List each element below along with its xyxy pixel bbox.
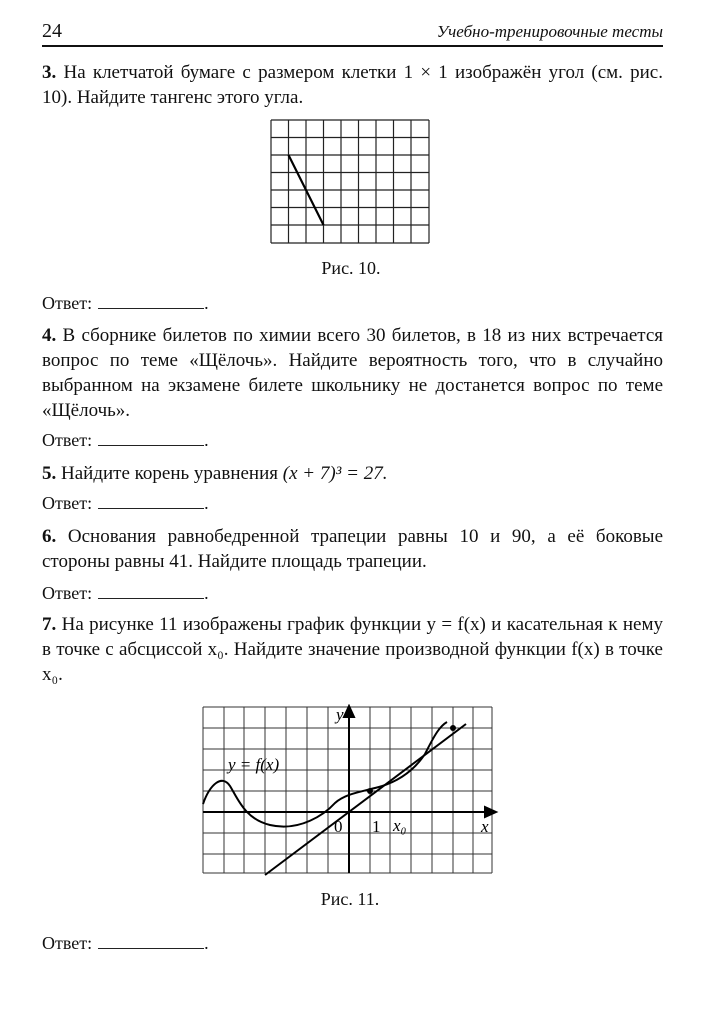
x0-label: x₀ [393, 816, 407, 835]
problem-3 [42, 60, 663, 110]
problem-number: 6. [42, 526, 57, 547]
y-axis-arrow [344, 706, 354, 717]
page-number: 24 [42, 20, 62, 42]
answer-line-5: Ответ: . [42, 493, 209, 513]
answer-line-6: Ответ: . [42, 583, 209, 603]
problem-number: 3. [42, 62, 57, 83]
answer-line-7: Ответ: . [42, 933, 209, 953]
x-axis-arrow [485, 807, 496, 817]
problem-number: 4. [42, 325, 57, 346]
equation: (x + 7)³ = 27. [282, 463, 388, 484]
answer-label: Ответ: [42, 293, 93, 313]
answer-label: Ответ: [42, 583, 93, 603]
problem-text: Основания равнобедренной трапеции равны 10 и 90, а её боковые стороны равны 41. Найдите площадь трапеции. [42, 526, 664, 572]
problem-text: Найдите корень уравнения [61, 463, 279, 484]
problem-5 [42, 461, 663, 486]
problem-number: 5. [42, 463, 57, 484]
running-title: Учебно-тренировочные тесты [436, 22, 663, 41]
answer-blank[interactable] [98, 934, 204, 949]
answer-label: Ответ: [42, 493, 93, 513]
header-rule [42, 45, 663, 47]
unit-label: 1 [372, 817, 381, 836]
problem-6 [42, 524, 663, 574]
function-curve [203, 722, 447, 827]
answer-line-4: Ответ: . [42, 430, 209, 450]
answer-line-3: Ответ: . [42, 293, 209, 313]
tangent-point-marker [450, 725, 456, 731]
answer-blank[interactable] [98, 431, 204, 446]
answer-blank[interactable] [98, 494, 204, 509]
figure-11-caption: Рис. 11. [320, 889, 380, 909]
problem-text: На клетчатой бумаге с размером клетки 1 × 1 изображён угол (см. рис. 10). Найдите тангенс этого угла. [42, 62, 663, 108]
curve-label: y = f(x) [228, 755, 280, 774]
problem-number: 7. [42, 614, 57, 635]
problem-text: В сборнике билетов по химии всего 30 билетов, в 18 из них встречается вопрос по теме «Щёлочь». Найдите вероятность того, что в случайно выбранном на экзамене билете школьнику не достанется вопрос по теме «Щёлочь». [42, 325, 664, 421]
answer-label: Ответ: [42, 933, 93, 953]
problem-7 [42, 612, 663, 687]
y-axis-label: y [336, 705, 344, 724]
origin-label: 0 [334, 817, 343, 836]
figure-10-grid [270, 119, 432, 245]
answer-blank[interactable] [98, 584, 204, 599]
tangent-line [265, 724, 466, 875]
figure-10-caption: Рис. 10. [321, 258, 381, 278]
answer-blank[interactable] [98, 294, 204, 309]
answer-label: Ответ: [42, 430, 93, 450]
figure-11-graph [200, 704, 500, 876]
problem-4 [42, 323, 663, 423]
tangent-point-marker [367, 788, 373, 794]
x-axis-label: x [481, 817, 489, 836]
problem-text: На рисунке 11 изображены график функции y = f(x) и касательная к нему в точке с абсциссой x₀. Найдите значение производной функции f(x) в точке x₀. [42, 614, 664, 685]
